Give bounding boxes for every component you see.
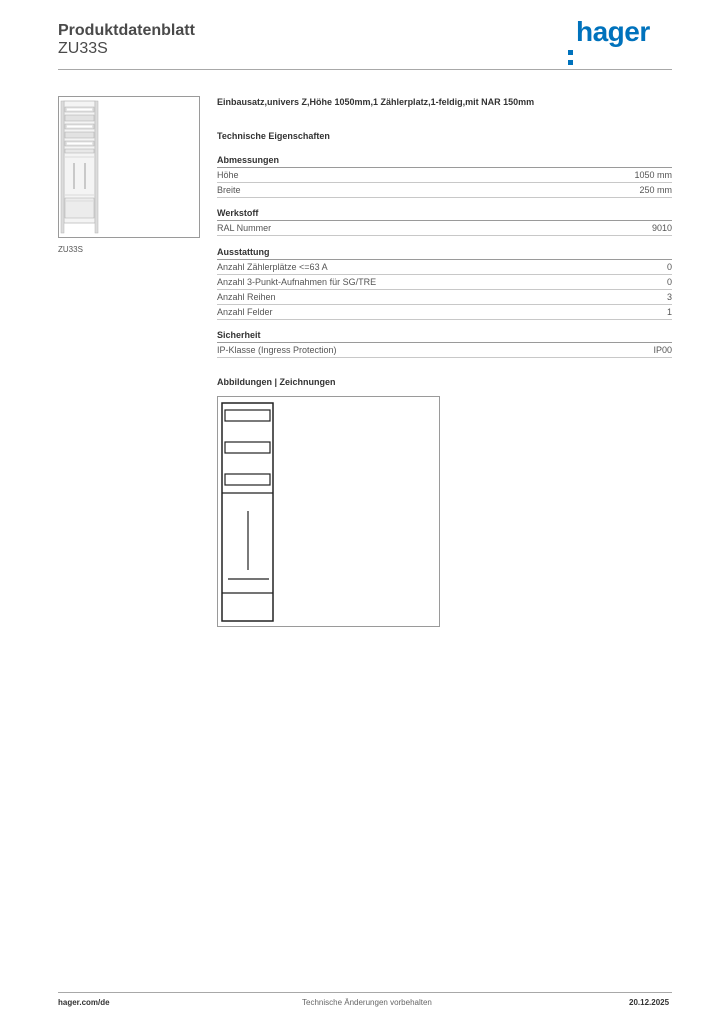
spec-value: IP00	[653, 345, 672, 355]
spec-value: 9010	[651, 223, 672, 233]
enclosure-drawing-icon	[218, 397, 439, 626]
spec-row	[217, 221, 672, 236]
spec-label: Höhe	[217, 170, 239, 180]
section-werkstoff	[217, 206, 672, 236]
spec-value: 1	[666, 307, 672, 317]
thumbnail-caption: ZU33S	[58, 245, 83, 254]
spec-row	[217, 343, 672, 358]
tech-properties-heading: Technische Eigenschaften	[217, 131, 330, 141]
spec-label: Anzahl 3-Punkt-Aufnahmen für SG/TRE	[217, 277, 377, 287]
spec-row	[217, 305, 672, 320]
footer-website-link[interactable]: hager.com/de	[58, 998, 110, 1007]
spec-label: Breite	[217, 185, 241, 195]
logo-text: hager	[576, 16, 650, 47]
spec-label: RAL Nummer	[217, 223, 272, 233]
footer-divider	[58, 992, 672, 993]
footer-date: 20.12.2025	[629, 998, 670, 1007]
spec-label: IP-Klasse (Ingress Protection)	[217, 345, 337, 355]
technical-drawing	[217, 396, 440, 627]
spec-row	[217, 275, 672, 290]
product-photo-icon	[59, 97, 199, 237]
page-title: Produktdatenblatt	[58, 22, 195, 39]
section-abmessungen	[217, 153, 672, 198]
images-heading: Abbildungen | Zeichnungen	[217, 377, 336, 387]
section-title: Ausstattung	[217, 245, 672, 260]
header-divider	[58, 69, 672, 70]
spec-row	[217, 168, 672, 183]
spec-row	[217, 290, 672, 305]
spec-label: Anzahl Felder	[217, 307, 273, 317]
spec-row	[217, 260, 672, 275]
spec-label: Anzahl Reihen	[217, 292, 276, 302]
footer-disclaimer: Technische Änderungen vorbehalten	[302, 998, 432, 1007]
product-code: ZU33S	[58, 40, 108, 57]
spec-row	[217, 183, 672, 198]
section-title: Werkstoff	[217, 206, 672, 221]
section-sicherheit	[217, 328, 672, 358]
section-ausstattung	[217, 245, 672, 320]
spec-value: 0	[666, 262, 672, 272]
section-title: Sicherheit	[217, 328, 672, 343]
spec-value: 0	[666, 277, 672, 287]
spec-value: 250 mm	[639, 185, 672, 195]
spec-label: Anzahl Zählerplätze <=63 A	[217, 262, 328, 272]
product-description: Einbausatz,univers Z,Höhe 1050mm,1 Zählerplatz,1-feldig,mit NAR 150mm	[217, 97, 535, 107]
hager-logo[interactable]	[568, 16, 650, 48]
section-title: Abmessungen	[217, 153, 672, 168]
spec-value: 1050 mm	[634, 170, 672, 180]
product-thumbnail	[58, 96, 200, 238]
spec-value: 3	[666, 292, 672, 302]
